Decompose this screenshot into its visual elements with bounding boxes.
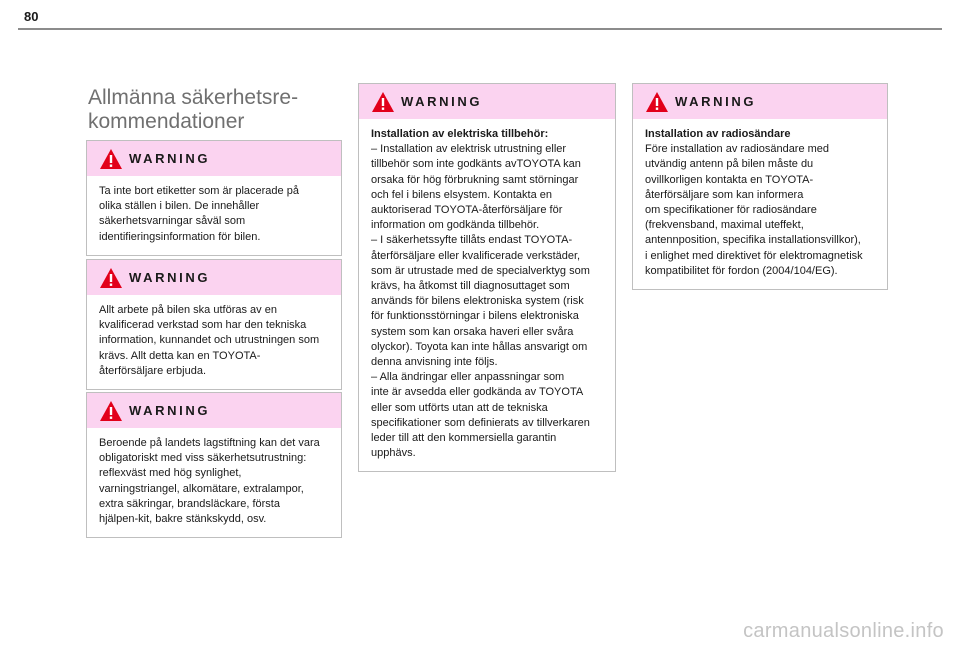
warning-label: WARNING [129,151,211,166]
warning-header [87,141,341,176]
text-line: krävs. Allt detta kan en TOYOTA- [99,349,261,362]
text-line: reflexväst med hög synlighet, [99,467,242,480]
text-line: Allt arbete på bilen ska utföras av en [99,304,277,316]
text-line: säkerhetsvarningar såväl som [99,215,246,228]
warning-label: WARNING [129,403,211,418]
text-line: används för bilens elektroniska system (risk [371,295,584,308]
text-line: system som kan orsaka haveri eller svåra [371,325,574,338]
warning-heading: Installation av elektriska tillbehör: [371,128,549,140]
text-line: upphävs. [371,447,416,460]
text-line: – Alla ändringar eller anpassningar som [371,371,565,384]
text-line: Före installation av radiosändare med [645,143,830,156]
warning-lines [371,142,603,461]
text-line: krävs, ha åtkomst till diagnosuttaget som [371,280,570,293]
warning-header [87,393,341,428]
text-line: som är utrustade med de specialverktyg som [371,264,590,277]
text-line: – Installation av elektrisk utrustning eller [371,143,567,156]
warning-box-workshop [86,259,342,390]
text-line: inte är avsedda eller godkända av TOYOTA [371,386,584,399]
warning-triangle-icon [99,148,123,170]
warning-text [87,176,341,255]
text-line: auktoriserad TOYOTA-återförsäljare för [371,204,563,217]
text-line: om specifikationer för radiosändare [645,204,817,217]
warning-label: WARNING [675,94,757,109]
warning-triangle-icon [99,400,123,422]
text-line: utvändig antenn på bilen måste du [645,158,814,171]
top-rule [18,28,942,30]
text-line: för funktionsstörningar i bilens elektroniska [371,310,579,323]
text-line: denna anvisning inte följs. [371,356,498,369]
warning-header [359,84,615,119]
text-line: eller som utförts utan att de tekniska [371,401,548,414]
warning-heading: Installation av radiosändare [645,128,791,140]
text-line: kompatibilitet för fordon (2004/104/EG). [645,264,838,277]
text-line: Beroende på landets lagstiftning kan det vara [99,437,320,449]
warning-box-radio-transmitters [632,83,888,290]
warning-triangle-icon [371,91,395,113]
text-line: extra säkringar, brandsläckare, första [99,497,280,510]
text-line: återförsäljare som kan informera [645,188,804,201]
text-line: återförsäljare erbjuda. [99,364,207,377]
text-line: – I säkerhetssyfte tillåts endast TOYOTA- [371,234,573,247]
text-line: olika ställen i bilen. De innehåller [99,200,260,213]
warning-box-safety-equipment [86,392,342,538]
warning-box-labels [86,140,342,256]
text-line: och fel i bilens elsystem. Kontakta en [371,188,552,201]
text-line: (frekvensband, maximal uteffekt, [645,219,804,232]
watermark: carmanualsonline.info [743,620,944,642]
text-line: antennposition, specifika installationsvillkor), [645,234,861,247]
text-line: information, kunnandet och utrustningen som [99,334,320,347]
text-line: kvalificerad verkstad som har den tekniska [99,319,307,332]
warning-label: WARNING [129,270,211,285]
text-line: olyckor). Toyota kan inte hållas ansvarigt om [371,340,588,353]
text-line: obligatoriskt med viss säkerhetsutrustning: [99,452,307,465]
warning-label: WARNING [401,94,483,109]
text-line: orsaka för hög förbrukning samt störningar [371,173,579,186]
warning-text [633,119,887,289]
text-line: Ta inte bort etiketter som är placerade på [99,185,299,197]
text-line: varningstriangel, alkomätare, extralampor, [99,482,304,495]
text-line: tillbehör som inte godkänts avTOYOTA kan [371,158,581,171]
text-line: identifieringsinformation för bilen. [99,230,261,243]
warning-header [633,84,887,119]
warning-box-electrical-accessories [358,83,616,472]
warning-lines [645,142,875,279]
warning-text [87,295,341,389]
text-line: i enlighet med direktivet för elektromagnetisk [645,249,863,262]
text-line: leder till att den kommersiella garantin [371,432,557,445]
text-line: ovillkorligen kontakta en TOYOTA- [645,173,814,186]
warning-triangle-icon [99,267,123,289]
section-title: Allmänna säkerhetsre- kommendationer [88,86,299,133]
warning-text [359,119,615,471]
text-line: hjälpen-kit, bakre stänkskydd, osv. [99,513,267,526]
page-number: 80 [24,9,39,24]
text-line: specifikationer som definierats av tillverkaren [371,416,590,429]
warning-header [87,260,341,295]
warning-text [87,428,341,537]
text-line: återförsäljare eller kvalificerade verkstäder, [371,249,581,262]
text-line: information om godkända tillbehör. [371,219,540,232]
warning-triangle-icon [645,91,669,113]
